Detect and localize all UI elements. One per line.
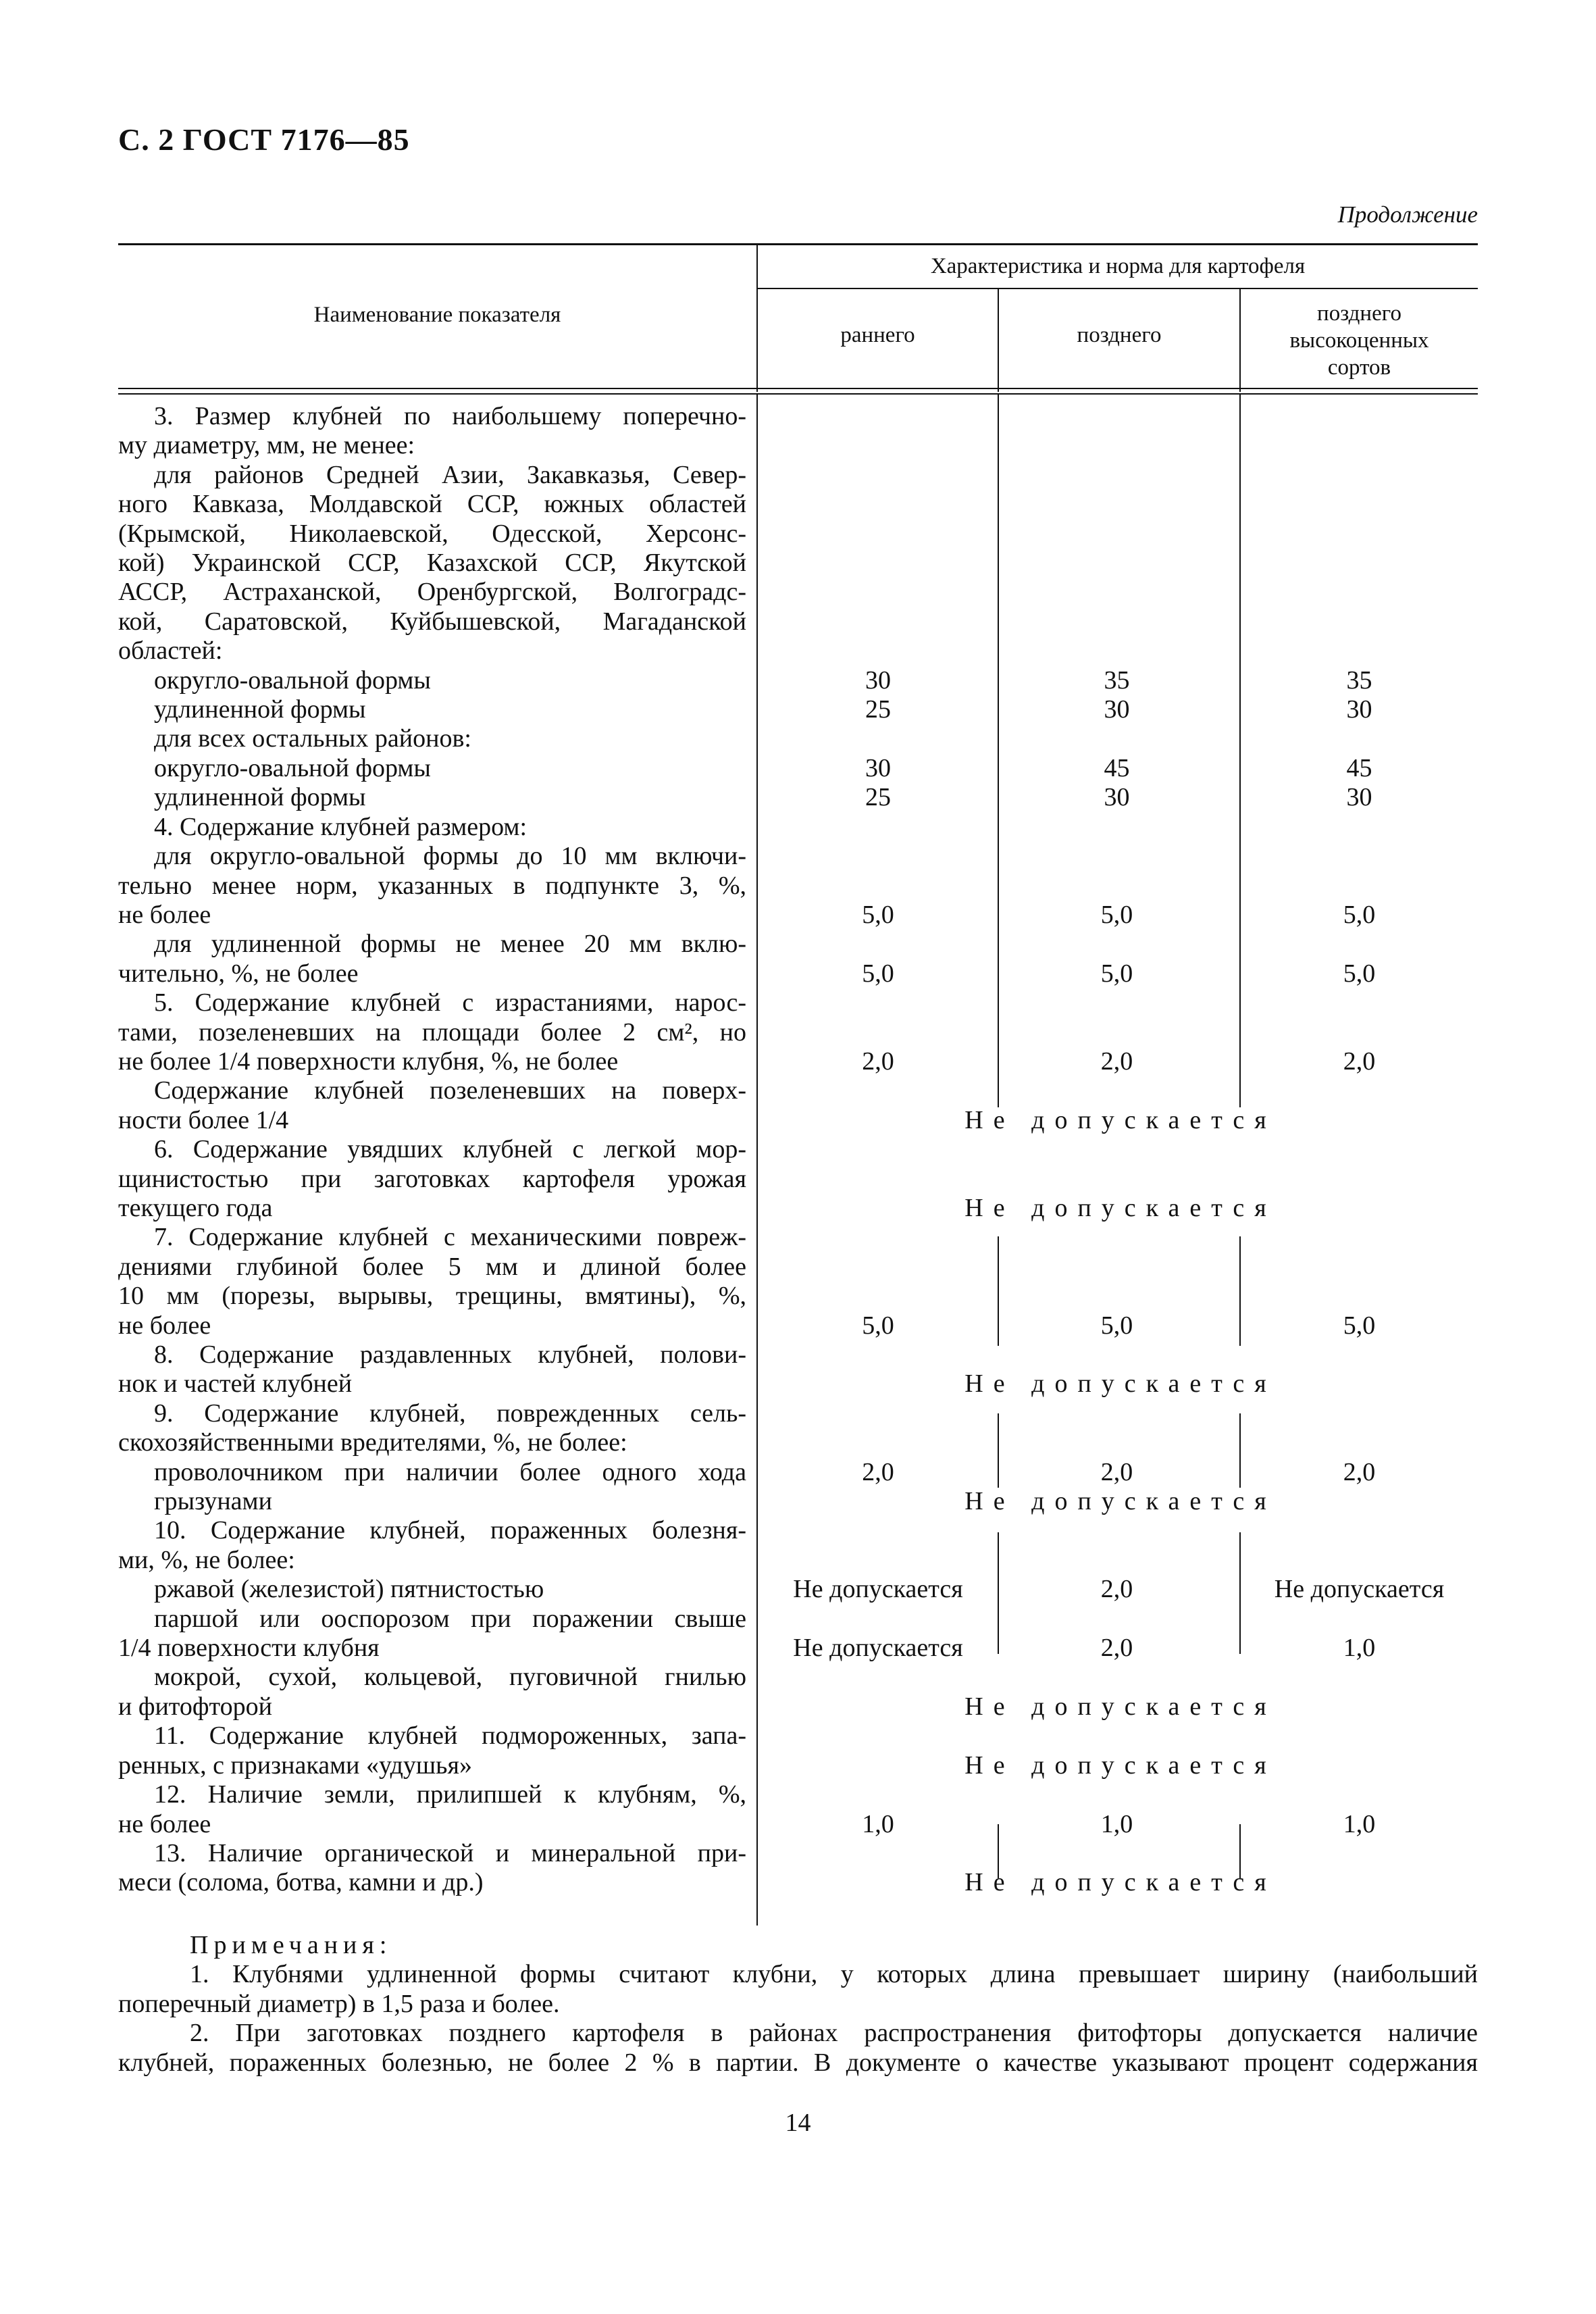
row-label-line: текущего года	[118, 1193, 273, 1222]
row-label-line: дениями глубиной более 5 мм и длиной более	[118, 1252, 746, 1281]
row-label-line: округло-овальной формы	[154, 665, 431, 695]
table-row	[118, 1663, 1478, 1721]
value-cell: 2,0	[862, 1047, 894, 1076]
value-cell: 5,0	[1100, 959, 1133, 988]
value-cell: 35	[1104, 665, 1130, 695]
table-row	[118, 724, 1478, 753]
value-cell: 5,0	[1100, 1311, 1133, 1340]
row-label	[118, 1605, 746, 1663]
value-cell: 5,0	[1343, 959, 1376, 988]
row-label-line: 11. Содержание клубней подмороженных, запа-	[154, 1721, 746, 1751]
row-label-line: Содержание клубней позеленевших на поверх-	[154, 1076, 746, 1105]
continuation-label: Продолжение	[1337, 201, 1478, 228]
value-cell: Не допускается	[793, 1634, 963, 1663]
table-row	[118, 1076, 1478, 1135]
value-cell: 5,0	[862, 1311, 894, 1340]
value-cell: 1,0	[1343, 1809, 1376, 1838]
table-row	[118, 988, 1478, 1076]
row-label-line: кой, Саратовской, Куйбышевской, Магаданской	[118, 607, 746, 636]
document-title: С. 2 ГОСТ 7176—85	[118, 122, 410, 157]
span-value-cell: Не допускается	[964, 1692, 1277, 1721]
row-label	[118, 402, 746, 666]
value-cell: 30	[865, 665, 891, 695]
row-label	[118, 1780, 746, 1839]
value-cell: Не допускается	[1274, 1575, 1445, 1604]
row-label	[118, 666, 746, 695]
row-label-line: 8. Содержание раздавленных клубней, полови-	[154, 1340, 746, 1369]
header-col-late: позднего	[1077, 323, 1162, 347]
table-row	[118, 754, 1478, 783]
note-1-line-2: поперечный диаметр) в 1,5 раза и более.	[118, 1989, 560, 2018]
row-label-line: паршой или ооспорозом при поражении свыше	[154, 1604, 746, 1633]
value-cell: 2,0	[1100, 1634, 1133, 1663]
row-label	[118, 1663, 746, 1721]
table-row	[118, 1516, 1478, 1604]
row-label-line: му диаметру, мм, не менее:	[118, 431, 415, 460]
header-group: Характеристика и норма для картофеля	[930, 254, 1306, 278]
table-row	[118, 1135, 1478, 1223]
row-label-line: ного Кавказа, Молдавской ССР, южных областей	[118, 490, 746, 519]
row-label	[118, 1516, 746, 1604]
row-label-line: областей:	[118, 636, 223, 665]
row-label-line: АССР, Астраханской, Оренбургской, Волгоградс-	[118, 578, 746, 607]
header-col-name: Наименование показателя	[313, 303, 561, 327]
value-cell: 30	[1104, 783, 1130, 812]
row-label-line: 10. Содержание клубней, пораженных болезня-	[154, 1516, 746, 1545]
row-label-line: 5. Содержание клубней с израстаниями, нарос-	[154, 988, 746, 1017]
value-cell: 45	[1346, 753, 1372, 782]
value-cell: 5,0	[862, 959, 894, 988]
value-cell: 30	[865, 753, 891, 782]
row-label	[118, 1399, 746, 1487]
row-label-line: тельно менее норм, указанных в подпункте 3, %,	[118, 871, 746, 900]
span-value-cell: Не допускается	[964, 1105, 1277, 1134]
table-row	[118, 1340, 1478, 1399]
value-cell: 25	[865, 783, 891, 812]
row-label-line: не более 1/4 поверхности клубня, %, не более	[118, 1047, 619, 1076]
header-col-premium-line3: сортов	[1327, 355, 1391, 380]
span-value-cell: Не допускается	[964, 1751, 1277, 1780]
notes	[118, 1931, 1478, 2078]
row-label-line: (Крымской, Николаевской, Одесской, Херсонс-	[118, 519, 746, 548]
row-label-line: меси (солома, ботва, камни и др.)	[118, 1868, 484, 1897]
value-cell: 30	[1346, 783, 1372, 812]
table-row	[118, 695, 1478, 724]
header-col-premium-line1: позднего	[1317, 301, 1401, 326]
note-2-line-2: клубней, пораженных болезнью, не более 2 % в партии. В документе о качестве указывают процент содержания	[118, 2048, 1478, 2077]
row-label-line: 13. Наличие органической и минеральной при-	[154, 1838, 746, 1867]
row-label-line: нок и частей клубней	[118, 1369, 353, 1399]
value-cell: 5,0	[1100, 900, 1133, 929]
header-bottom-rule-1	[118, 388, 1478, 389]
row-label-line: не более	[118, 900, 211, 929]
row-label	[118, 724, 746, 753]
row-label	[118, 813, 746, 930]
value-cell: 2,0	[1100, 1047, 1133, 1076]
span-value-cell: Не допускается	[964, 1487, 1277, 1516]
row-label-line: удлиненной формы	[154, 783, 366, 812]
value-cell: 2,0	[1100, 1575, 1133, 1604]
table-row	[118, 813, 1478, 930]
header-bottom-rule-2	[118, 393, 1478, 395]
table-row	[118, 1223, 1478, 1340]
value-cell: 30	[1346, 695, 1372, 724]
row-label-line: ности более 1/4	[118, 1105, 289, 1134]
table-row	[118, 402, 1478, 666]
table-row	[118, 1605, 1478, 1663]
row-label-line: и фитофторой	[118, 1692, 272, 1721]
row-label-line: для округло-овальной формы до 10 мм включи-	[154, 842, 746, 871]
value-cell: 1,0	[1343, 1634, 1376, 1663]
value-cell: 1,0	[862, 1809, 894, 1838]
row-label	[118, 1839, 746, 1898]
row-label-line: щинистостью при заготовках картофеля урожая	[118, 1164, 746, 1193]
row-label-line: тами, позеленевших на площади более 2 см², но	[118, 1017, 746, 1047]
table-row	[118, 1780, 1478, 1839]
row-label-line: чительно, %, не более	[118, 959, 359, 988]
value-cell: 2,0	[1343, 1047, 1376, 1076]
note-1-line-1: 1. Клубнями удлиненной формы считают клубни, у которых длина превышает ширину (наибольший	[190, 1960, 1478, 1989]
row-label	[118, 1076, 746, 1135]
row-label	[118, 930, 746, 988]
value-cell: 5,0	[862, 900, 894, 929]
row-label	[118, 754, 746, 783]
row-label-line: 1/4 поверхности клубня	[118, 1634, 380, 1663]
value-cell: 2,0	[1100, 1457, 1133, 1486]
row-label	[118, 695, 746, 724]
row-label-line: для удлиненной формы не менее 20 мм вклю-	[154, 930, 746, 959]
row-label-line: 10 мм (порезы, вырывы, трещины, вмятины), %,	[118, 1282, 746, 1311]
row-label-line: ржавой (железистой) пятнистостью	[154, 1575, 544, 1604]
row-label-line: ренных, с признаками «удушья»	[118, 1751, 472, 1780]
row-label-line: скохозяйственными вредителями, %, не более:	[118, 1428, 627, 1457]
row-label-line: кой) Украинской ССР, Казахской ССР, Якутской	[118, 549, 746, 578]
value-cell: 5,0	[1343, 900, 1376, 929]
row-label-line: 9. Содержание клубней, поврежденных сель-	[154, 1399, 746, 1428]
row-label-line: 6. Содержание увядших клубней с легкой мор-	[154, 1135, 746, 1164]
notes-heading: Примечания:	[190, 1931, 392, 1959]
row-label-line: грызунами	[154, 1487, 272, 1516]
value-cell: 35	[1346, 665, 1372, 695]
value-cell: 45	[1104, 753, 1130, 782]
row-label	[118, 1487, 746, 1516]
span-value-cell: Не допускается	[964, 1369, 1277, 1399]
row-label-line: не более	[118, 1311, 211, 1340]
value-cell: 1,0	[1100, 1809, 1133, 1838]
span-value-cell: Не допускается	[964, 1193, 1277, 1222]
row-label-line: 7. Содержание клубней с механическими повреж-	[154, 1223, 746, 1252]
value-cell: 25	[865, 695, 891, 724]
value-cell: 2,0	[862, 1457, 894, 1486]
row-label-line: 12. Наличие земли, прилипшей к клубням, %,	[154, 1780, 746, 1809]
table-row	[118, 783, 1478, 812]
table-body	[118, 402, 1478, 1898]
row-label	[118, 988, 746, 1076]
row-label	[118, 1135, 746, 1223]
header-col-early: раннего	[840, 323, 915, 347]
page-number: 14	[785, 2109, 811, 2137]
row-label-line: для районов Средней Азии, Закавказья, Север-	[154, 460, 746, 489]
header-col-premium-line2: высокоценных	[1289, 328, 1429, 353]
table-row	[118, 666, 1478, 695]
group-rule	[756, 288, 1478, 289]
row-label-line: не более	[118, 1809, 211, 1838]
row-label-line: удлиненной формы	[154, 695, 366, 724]
header-col-premium	[1241, 300, 1478, 381]
row-label-line: 4. Содержание клубней размером:	[154, 812, 527, 841]
row-label	[118, 1223, 746, 1340]
row-label-line: проволочником при наличии более одного хода	[154, 1457, 746, 1486]
table-row	[118, 1399, 1478, 1487]
row-label	[118, 1340, 746, 1399]
table-row	[118, 1487, 1478, 1516]
table-row	[118, 1721, 1478, 1780]
table-row	[118, 1839, 1478, 1898]
value-cell: 2,0	[1343, 1457, 1376, 1486]
value-cell: Не допускается	[793, 1575, 963, 1604]
header-top-rule	[118, 243, 1478, 245]
span-value-cell: Не допускается	[964, 1868, 1277, 1897]
row-label-line: мокрой, сухой, кольцевой, пуговичной гнилью	[154, 1663, 746, 1692]
value-cell: 30	[1104, 695, 1130, 724]
row-label-line: округло-овальной формы	[154, 753, 431, 782]
note-2-line-1: 2. При заготовках позднего картофеля в районах распространения фитофторы допускается наличие	[190, 2019, 1478, 2048]
row-label-line: 3. Размер клубней по наибольшему поперечно-	[154, 402, 746, 430]
row-label	[118, 1721, 746, 1780]
table-row	[118, 930, 1478, 988]
row-label-line: ми, %, не более:	[118, 1545, 295, 1574]
row-label-line: для всех остальных районов:	[154, 724, 471, 753]
value-cell: 5,0	[1343, 1311, 1376, 1340]
row-label	[118, 783, 746, 812]
